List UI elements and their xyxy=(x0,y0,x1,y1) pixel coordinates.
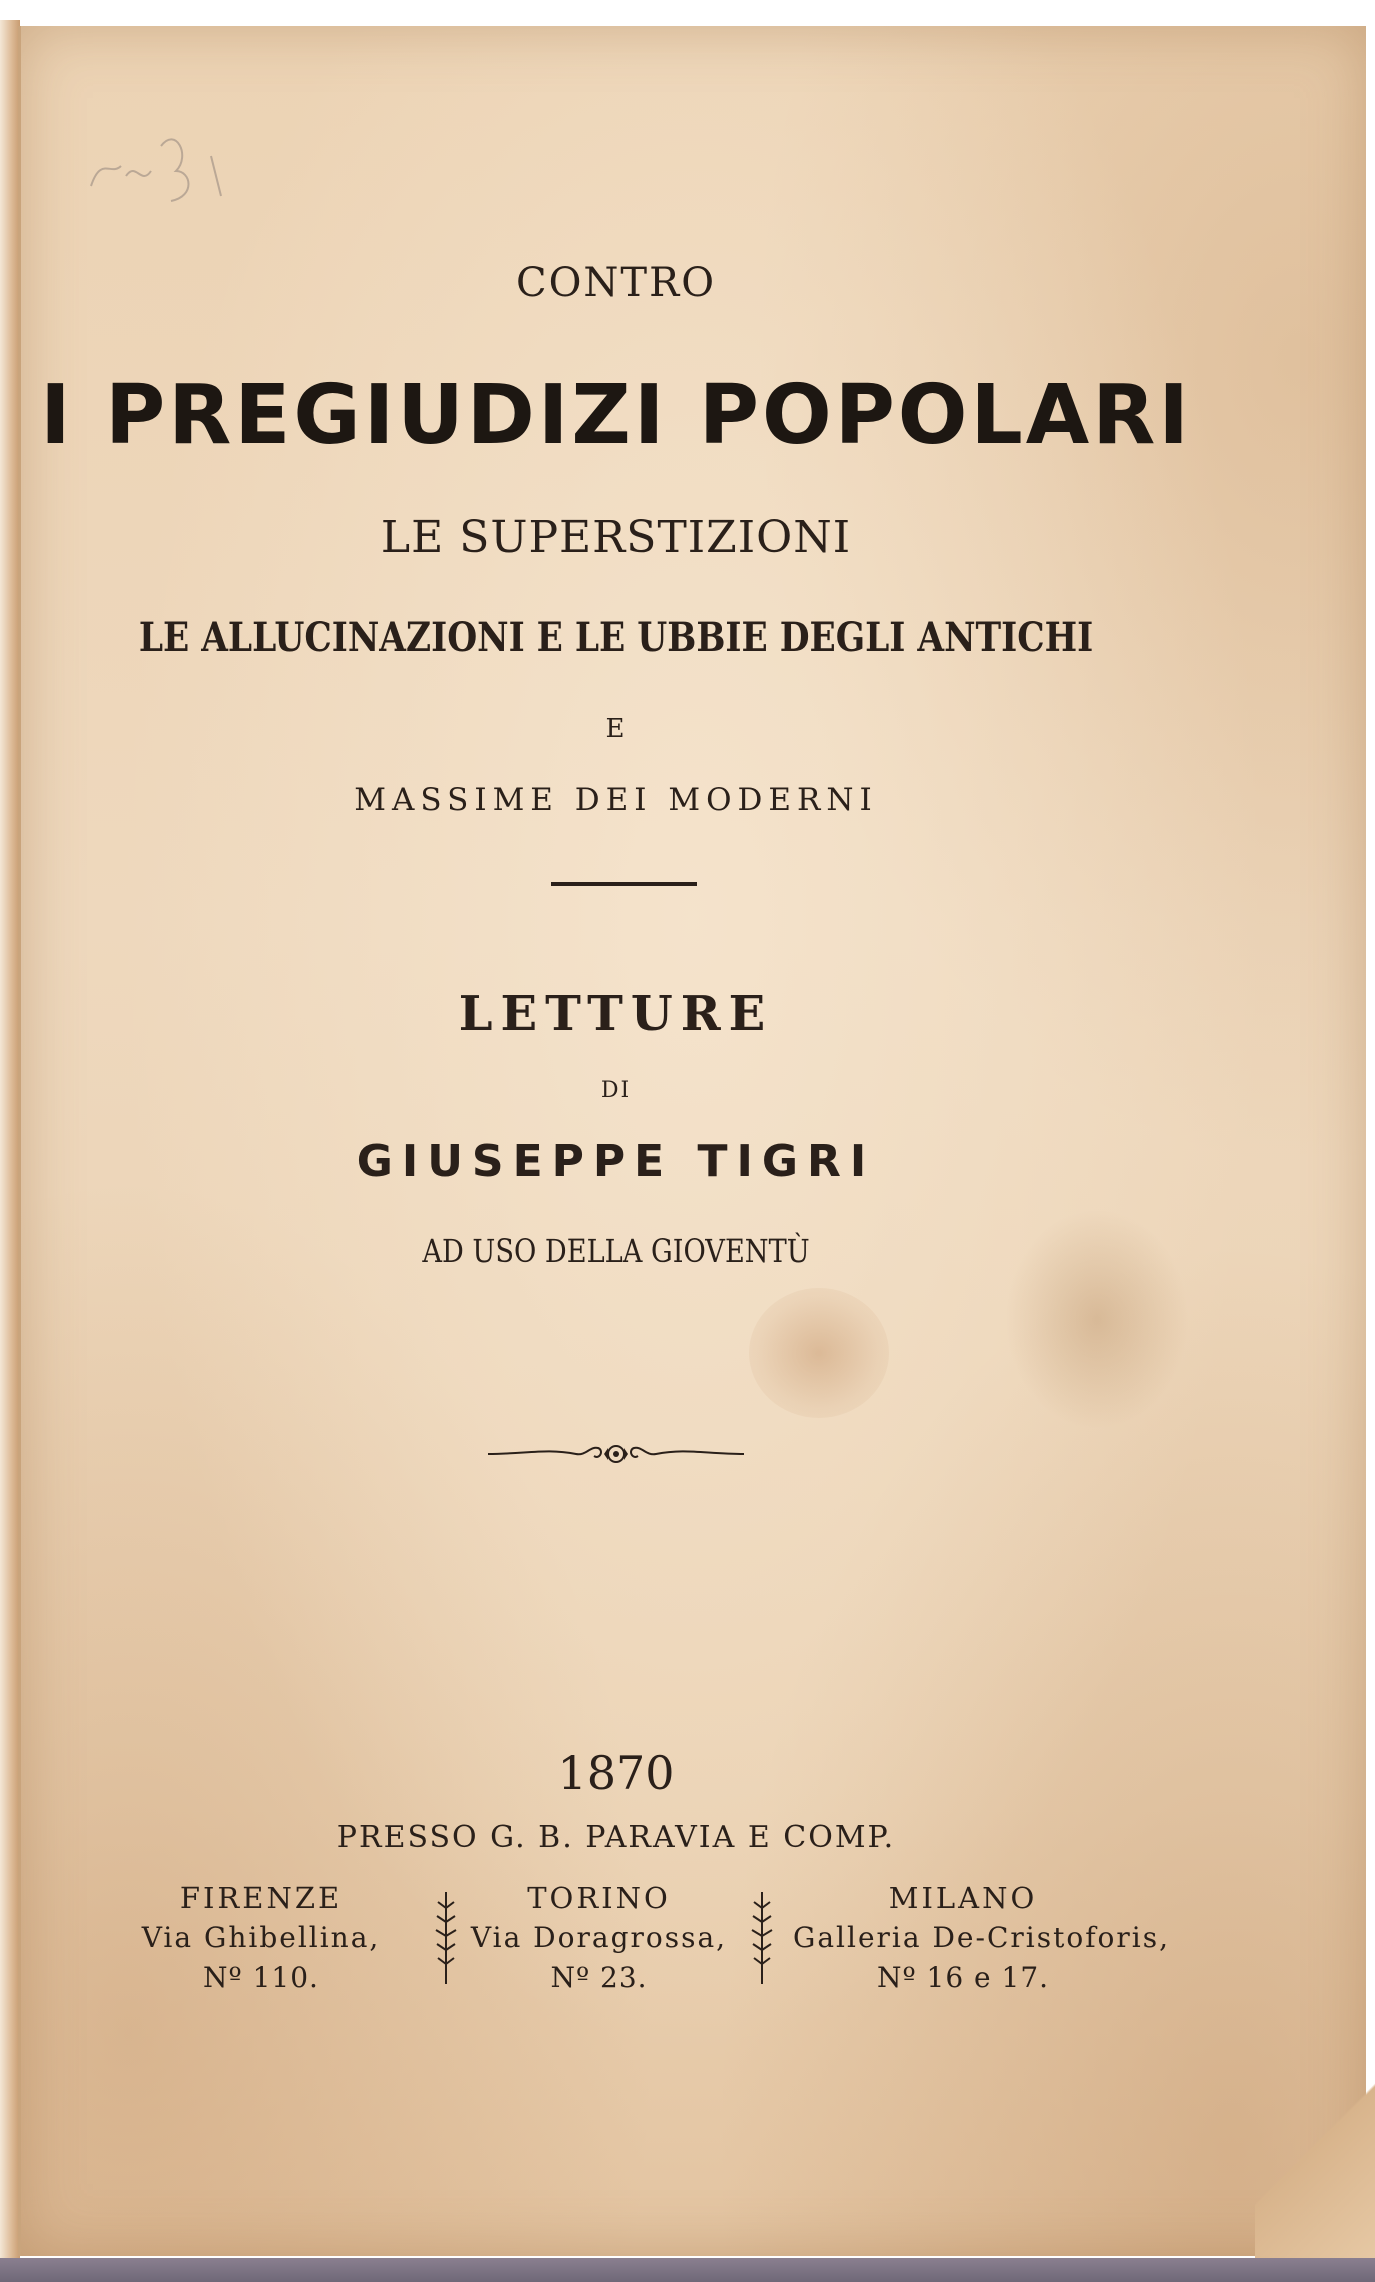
divider-rule xyxy=(551,882,697,886)
main-title: I PREGIUDIZI POPOLARI xyxy=(40,368,1192,463)
location-torino xyxy=(429,1878,769,1998)
city-number: Nº 110. xyxy=(203,1961,319,1994)
title-contro: CONTRO xyxy=(516,260,716,306)
scroll-ornament-icon xyxy=(486,1434,746,1474)
scan-background-strip xyxy=(0,2258,1375,2282)
city-name: TORINO xyxy=(527,1881,671,1915)
page-edge xyxy=(0,20,20,2270)
conjunction: E xyxy=(605,714,627,744)
city-street: Via Ghibellina, xyxy=(141,1921,381,1954)
subtitle-allucinazioni: LE ALLUCINAZIONI E LE UBBIE DEGLI ANTICHI xyxy=(138,614,1094,661)
city-street: Galleria De-Cristoforis, xyxy=(793,1921,1171,1954)
author-preposition: DI xyxy=(600,1078,632,1103)
city-name: FIRENZE xyxy=(179,1881,343,1915)
title-page xyxy=(18,26,1366,2256)
sprig-divider-icon xyxy=(747,1888,777,1988)
page-corner-fold xyxy=(1255,2028,1375,2258)
city-name: MILANO xyxy=(888,1881,1038,1915)
city-street: Via Doragrossa, xyxy=(470,1921,728,1954)
audience-line: AD USO DELLA GIOVENTÙ xyxy=(422,1232,810,1270)
letture-heading: LETTURE xyxy=(458,986,774,1042)
city-number: Nº 23. xyxy=(550,1961,648,1994)
subtitle-superstizioni: LE SUPERSTIZIONI xyxy=(380,512,852,563)
publisher-line: PRESSO G. B. PARAVIA E COMP. xyxy=(336,1820,896,1855)
location-firenze xyxy=(91,1878,431,1998)
author-name: GIUSEPPE TIGRI xyxy=(356,1136,876,1187)
subtitle-massime: MASSIME DEI MODERNI xyxy=(354,782,878,818)
location-milano xyxy=(793,1878,1171,1998)
city-number: Nº 16 e 17. xyxy=(876,1961,1050,1994)
water-stain xyxy=(749,1288,889,1418)
pencil-marking xyxy=(81,116,261,226)
publication-year: 1870 xyxy=(557,1746,675,1800)
